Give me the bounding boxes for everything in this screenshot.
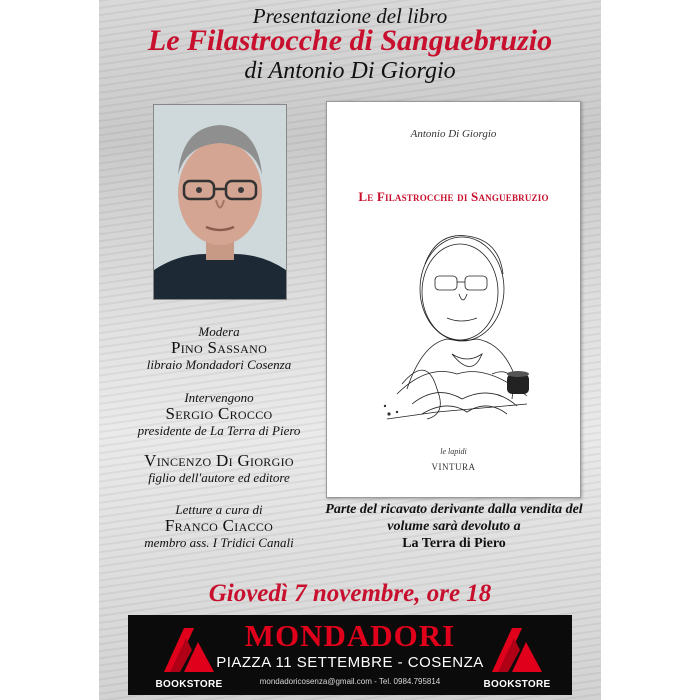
bookstore-label-right: BOOKSTORE (483, 679, 551, 690)
speaker1-name: Sergio Crocco (165, 404, 273, 423)
speaker2-name: Vincenzo Di Giorgio (144, 451, 294, 470)
author-photo (153, 104, 287, 300)
book-title: Le Filastrocche di Sanguebruzio (147, 24, 553, 57)
proceeds-text: Parte del ricavato derivante dalla vendita del volume sarà devoluto a (325, 502, 583, 534)
speaker2-block (119, 452, 319, 485)
moderator-name: Pino Sassano (170, 338, 268, 357)
cover-author: Antonio Di Giorgio (410, 128, 497, 140)
proceeds-beneficiary: La Terra di Piero (402, 536, 506, 551)
cover-series: le lapidi (440, 447, 467, 456)
event-date-time: Giovedì 7 novembre, ore 18 (208, 580, 492, 607)
author-portrait-icon (154, 105, 286, 299)
reading-name: Franco Ciacco (164, 516, 274, 535)
event-poster (99, 0, 601, 700)
bookstore-label-left: BOOKSTORE (155, 679, 223, 690)
proceeds-note (325, 501, 583, 552)
cover-title: Le Filastrocche di Sanguebruzio (358, 189, 549, 204)
author-line: di Antonio Di Giorgio (244, 58, 456, 84)
reading-block (119, 502, 319, 550)
cover-publisher: VINTURA (431, 462, 476, 472)
moderator-desc: libraio Mondadori Cosenza (146, 357, 292, 372)
speaker1-block (119, 390, 319, 438)
store-contact: mondadoricosenza@gmail.com - Tel. 0984.795814 (259, 677, 441, 686)
reading-role: Letture a cura di (175, 502, 263, 517)
reading-desc: membro ass. I Tridici Canali (144, 535, 294, 550)
store-address: PIAZZA 11 SETTEMBRE - COSENZA (216, 654, 484, 671)
moderator-block (119, 324, 319, 372)
speaker1-desc: presidente de La Terra di Piero (137, 423, 301, 438)
presentation-intro: Presentazione del libro (252, 4, 448, 28)
store-brand: MONDADORI (244, 618, 456, 653)
speaker2-desc: figlio dell'autore ed editore (148, 470, 290, 485)
speakers-role: Intervengono (184, 390, 254, 405)
cover-sketch-icon (367, 214, 547, 429)
book-cover (326, 101, 581, 498)
store-banner (128, 615, 572, 695)
moderator-role: Modera (198, 324, 240, 339)
